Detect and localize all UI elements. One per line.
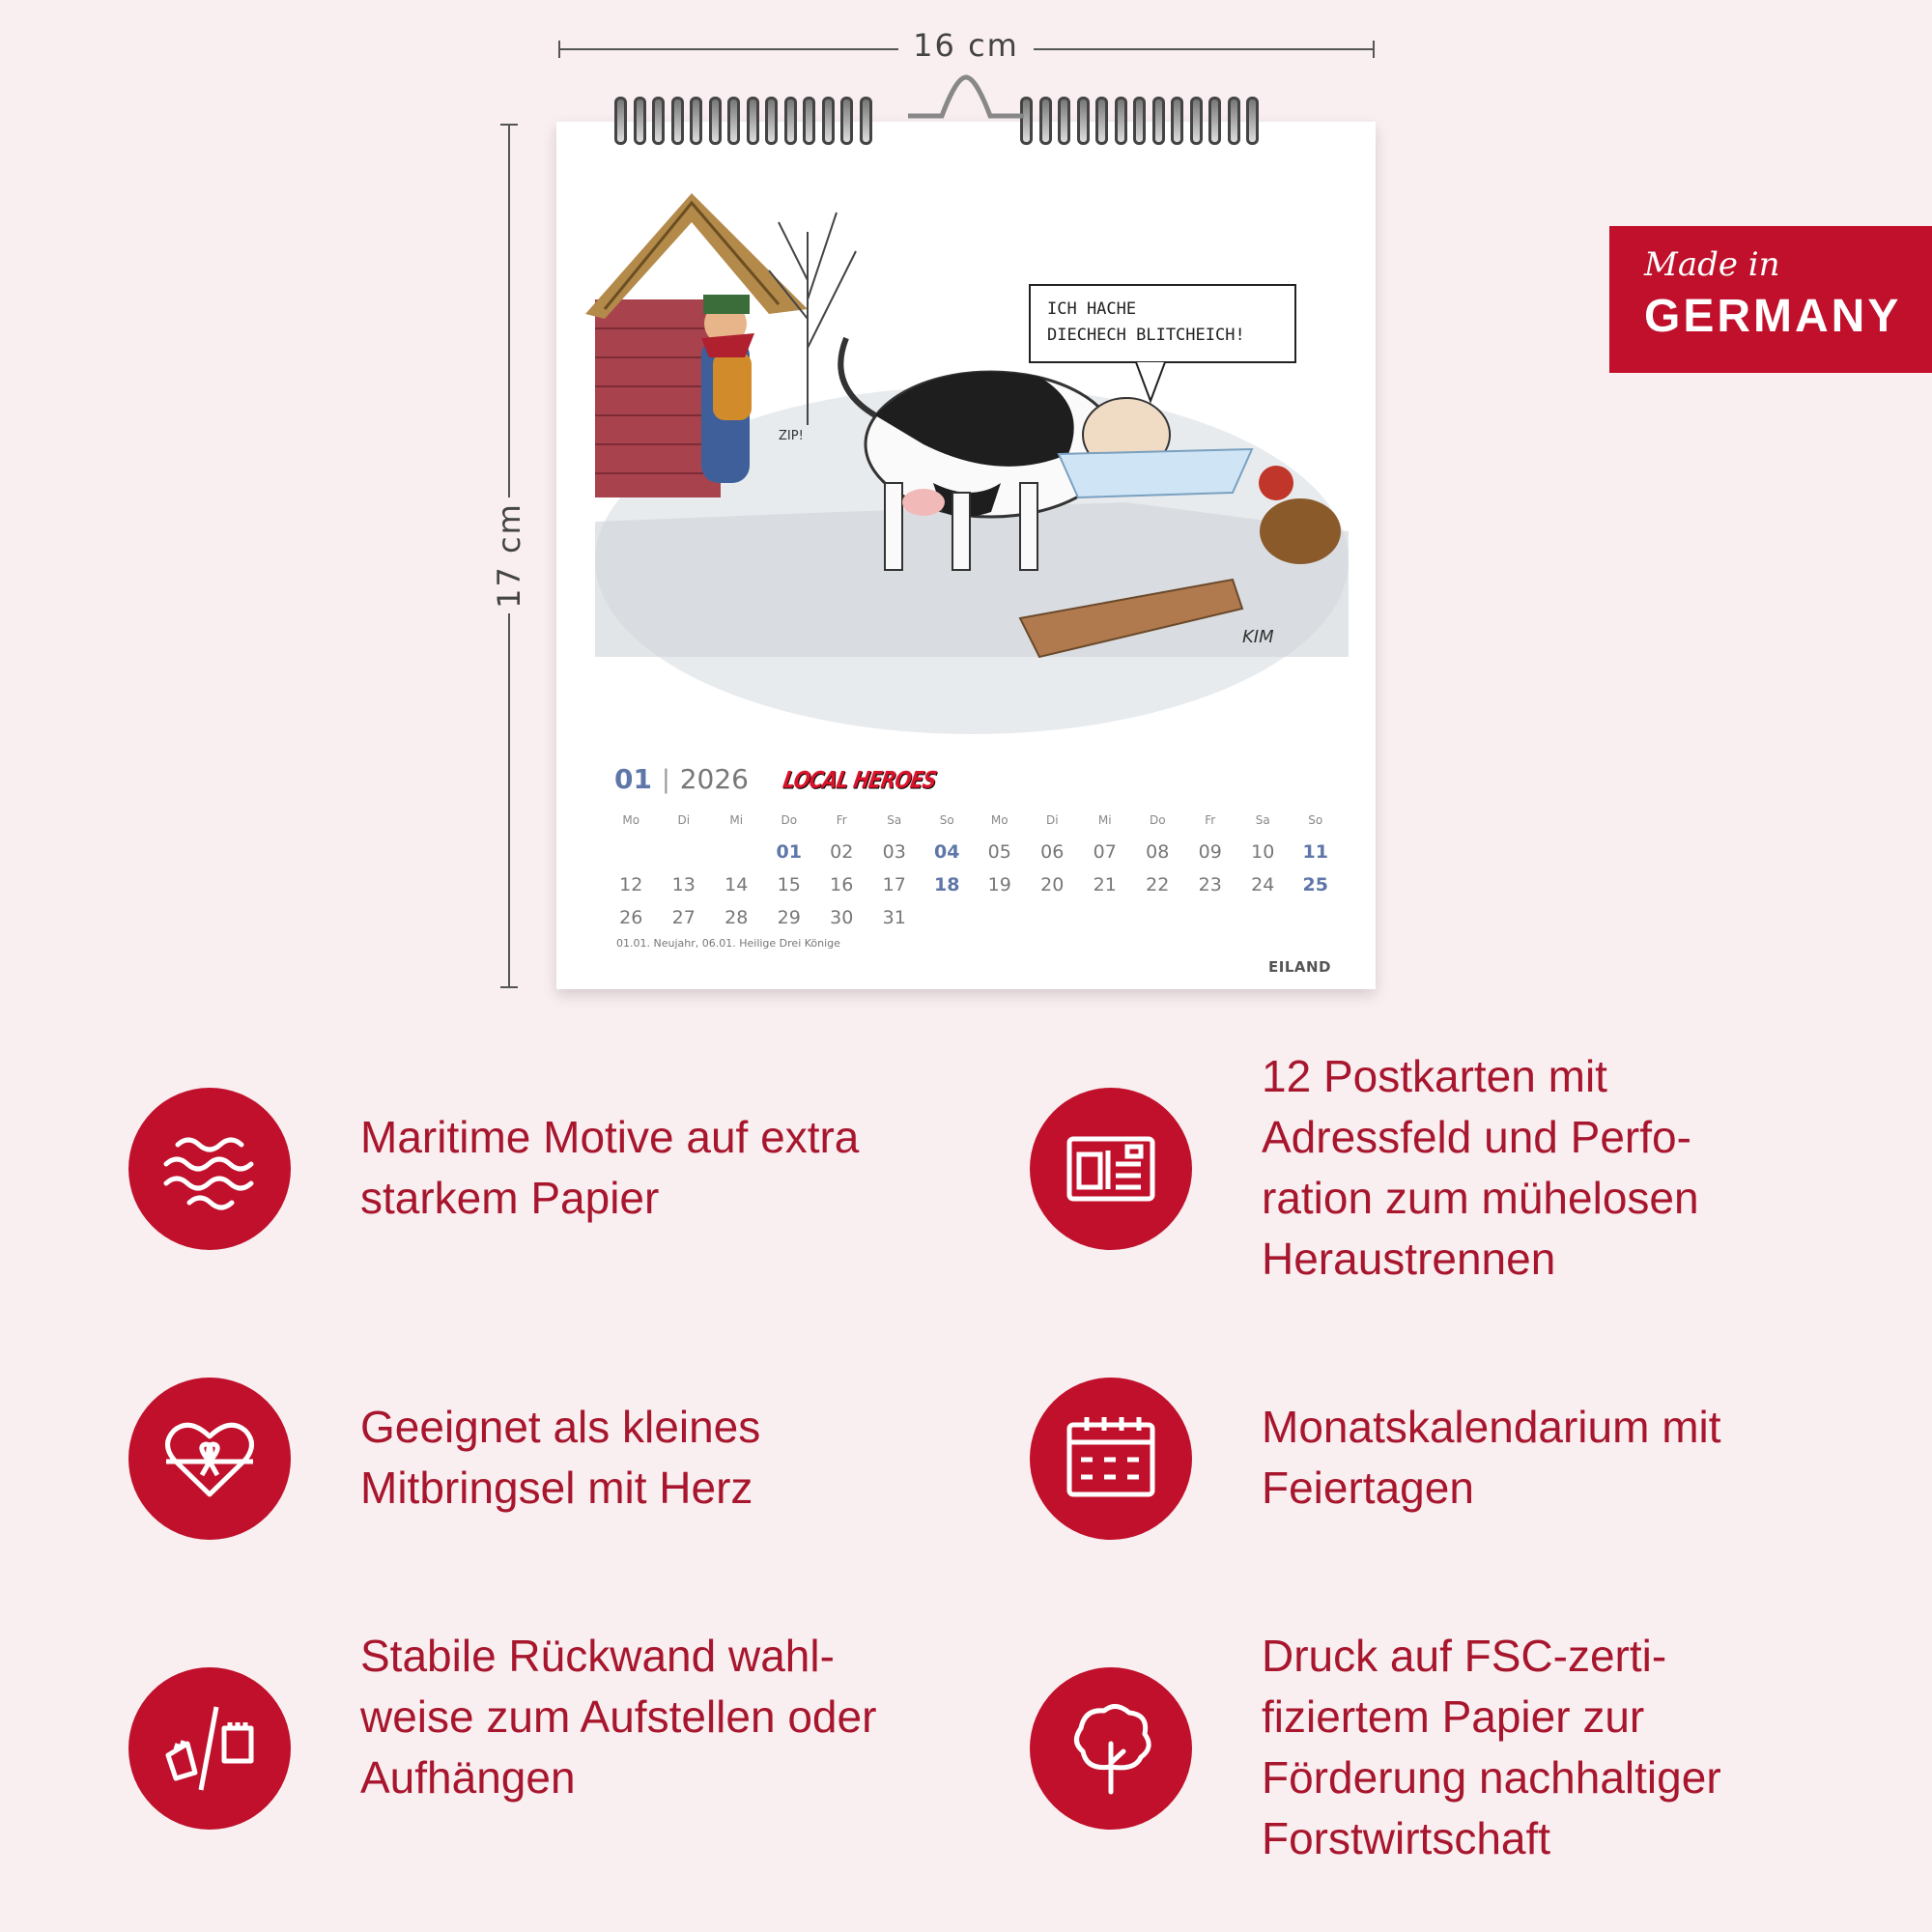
calendar-day: 09 [1198, 841, 1222, 863]
weekday-label: Sa [887, 813, 902, 827]
calendar-day: 05 [987, 841, 1011, 863]
hanger-hook [908, 68, 1024, 126]
calendar-day [1236, 904, 1290, 931]
holidays-note: 01.01. Neujahr, 06.01. Heilige Drei Könige [616, 937, 840, 950]
calendar-day [921, 904, 974, 931]
weekday-label: Di [1045, 813, 1059, 827]
calendar-day [974, 904, 1027, 931]
series-logo: LOCAL HEROES [781, 765, 939, 793]
calendar-day: 18 [934, 874, 960, 895]
calendar-day [1290, 904, 1343, 931]
svg-text:ZIP!: ZIP! [779, 429, 804, 443]
header-divider: | [661, 764, 670, 794]
calendar-day: 03 [882, 841, 906, 863]
feature-text-maritime: Maritime Motive auf extra starkem Papier [360, 1112, 860, 1223]
calendar-day: 27 [671, 907, 696, 928]
calendar-day: 25 [1302, 874, 1328, 895]
calendar-day: 31 [882, 907, 906, 928]
feature-text-gift: Geeignet als kleines Mitbringsel mit Herz [360, 1402, 761, 1513]
calendar-header [614, 763, 939, 795]
weekday-label: Mo [622, 813, 640, 827]
calendar-day: 14 [724, 874, 749, 895]
width-label: 16 cm [898, 27, 1034, 64]
calendar-day [658, 838, 711, 866]
calendar-day: 02 [830, 841, 854, 863]
weekday-label: So [1308, 813, 1323, 827]
weekday-label: Mi [1097, 813, 1112, 827]
calendar-day [1026, 904, 1079, 931]
calendar-day: 06 [1040, 841, 1065, 863]
svg-text:DIECHECH BLITCHEICH!: DIECHECH BLITCHEICH! [1047, 326, 1245, 345]
calendar-day: 15 [777, 874, 801, 895]
tree-icon [1030, 1667, 1192, 1830]
weekday-label: Do [1149, 813, 1166, 827]
calendar-day: 10 [1251, 841, 1275, 863]
calendar-day [1079, 904, 1132, 931]
weekday-label: So [939, 813, 954, 827]
calendar-day [710, 838, 763, 866]
feature-text-calendar: Monatskalendarium mit Feiertagen [1262, 1402, 1721, 1513]
calendar-day: 13 [671, 874, 696, 895]
calendar-day: 23 [1198, 874, 1222, 895]
calendar-day: 16 [830, 874, 854, 895]
calendar-day: 19 [987, 874, 1011, 895]
weekday-label: Di [677, 813, 691, 827]
year: 2026 [679, 763, 749, 795]
calendar-day [1131, 904, 1184, 931]
spiral-binding-right [1020, 97, 1259, 145]
badge-made-in: Made in [1644, 245, 1780, 284]
svg-text:KIM: KIM [1242, 627, 1274, 647]
calendar-day: 01 [776, 841, 802, 863]
weekday-label: Fr [836, 813, 847, 827]
weekday-label: Do [781, 813, 798, 827]
calendar-day: 22 [1146, 874, 1170, 895]
calendar-day: 24 [1251, 874, 1275, 895]
calendar-day: 29 [777, 907, 801, 928]
calendar-day: 28 [724, 907, 749, 928]
calendar-grid [605, 813, 1342, 931]
feature-text-postcards: 12 Postkarten mit Adressfeld und Perfo- ration zum mühelosen Heraustrennen [1262, 1051, 1699, 1284]
calendar-day: 08 [1146, 841, 1170, 863]
calendar-day: 20 [1040, 874, 1065, 895]
calendar-day [605, 838, 658, 866]
weekday-label: Mo [990, 813, 1009, 827]
made-in-germany-badge [1609, 226, 1932, 373]
calendar-day: 04 [934, 841, 960, 863]
calendar-day: 30 [830, 907, 854, 928]
calendar-day: 11 [1302, 841, 1328, 863]
feature-text-fsc: Druck auf FSC-zerti- fiziertem Papier zur Förderung nachhaltiger Forstwirtschaft [1262, 1631, 1721, 1863]
weekday-label: Fr [1205, 813, 1216, 827]
postcard-icon [1030, 1088, 1192, 1250]
weekday-label: Sa [1255, 813, 1270, 827]
calendar-day [1184, 904, 1237, 931]
weekday-label: Mi [729, 813, 744, 827]
calendar-day: 12 [619, 874, 643, 895]
stand-hang-icon [128, 1667, 291, 1830]
height-label: 17 cm [491, 497, 529, 613]
cartoon-illustration [585, 193, 1349, 734]
gift-heart-icon [128, 1378, 291, 1540]
waves-icon [128, 1088, 291, 1250]
calendar-icon [1030, 1378, 1192, 1540]
feature-text-stand: Stabile Rückwand wahl- weise zum Aufstellen oder Aufhängen [360, 1631, 877, 1803]
month-number: 01 [614, 763, 652, 795]
calendar-day: 21 [1093, 874, 1117, 895]
svg-text:ICH HACHE: ICH HACHE [1047, 299, 1137, 319]
badge-country: GERMANY [1644, 291, 1902, 342]
calendar-day: 17 [882, 874, 906, 895]
calendar-day: 26 [619, 907, 643, 928]
calendar-day: 07 [1093, 841, 1117, 863]
spiral-binding-left [614, 97, 872, 145]
publisher-logo: EILAND [1268, 958, 1331, 976]
